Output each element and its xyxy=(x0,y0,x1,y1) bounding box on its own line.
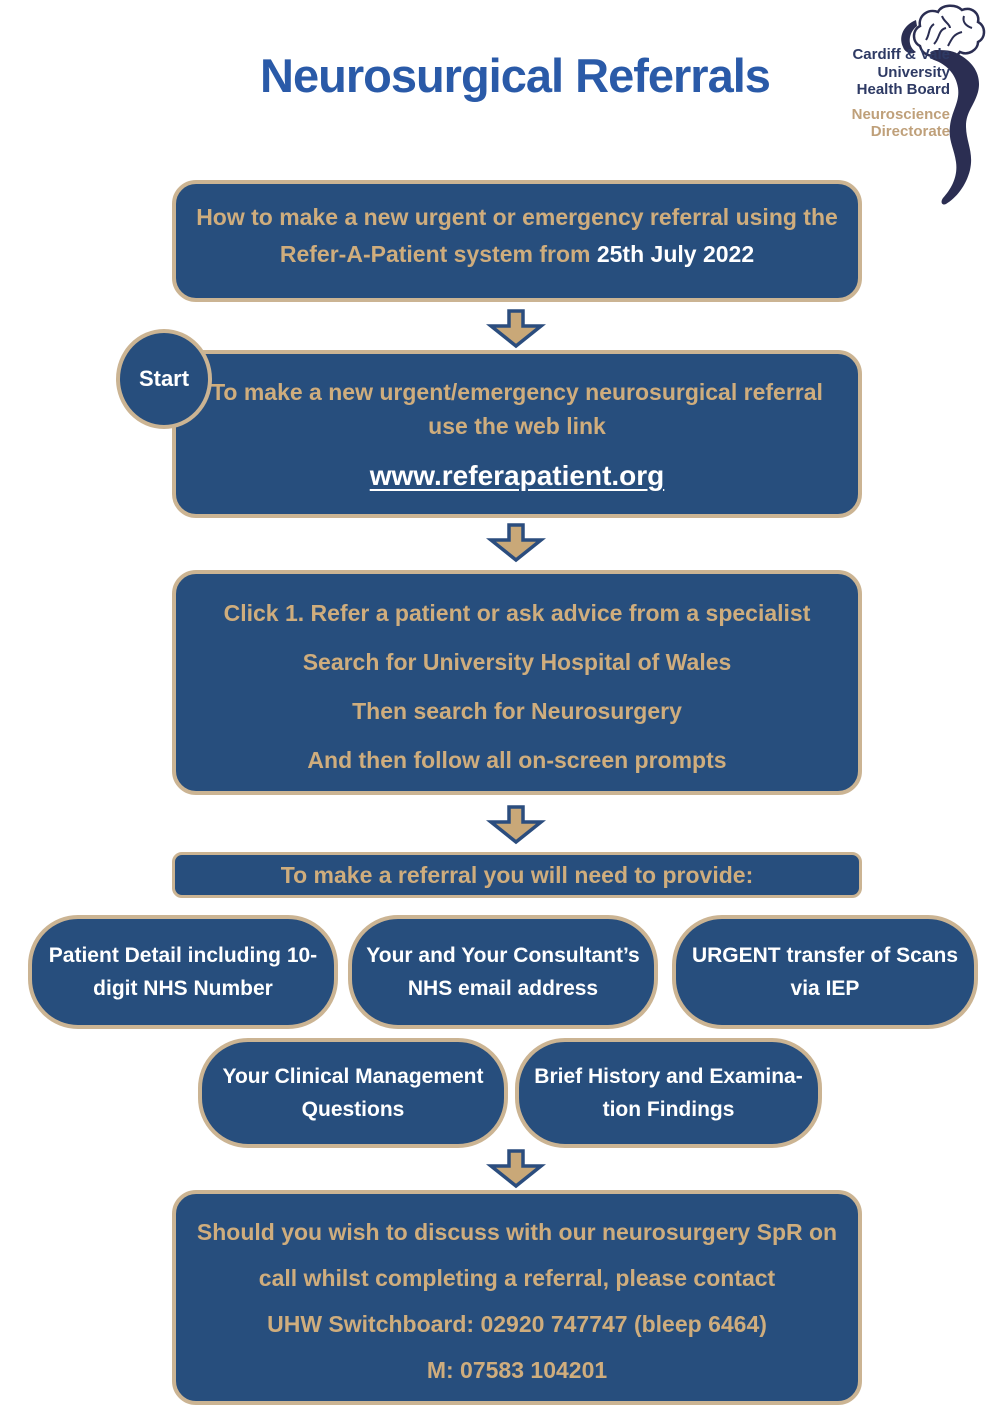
requirement-line: Your and Your Consultant’s xyxy=(366,944,640,967)
logo-text xyxy=(830,46,950,141)
intro-line1: How to make a new urgent or emergency referral using the xyxy=(196,204,838,230)
logo-org-line1: Cardiff & Vale xyxy=(852,46,950,63)
intro-line2 xyxy=(176,236,858,273)
requirement-nhs-email xyxy=(348,915,658,1029)
refer-a-patient-link[interactable]: www.referapatient.org xyxy=(369,460,665,491)
requirement-line: Brief History and Examina- xyxy=(534,1065,803,1088)
down-arrow-icon xyxy=(484,523,548,563)
steps-line1: Click 1. Refer a patient or ask advice from a specialist xyxy=(223,600,811,626)
requirement-patient-detail xyxy=(28,915,338,1029)
requirement-line: via IEP xyxy=(790,977,860,1000)
page-title: Neurosurgical Referrals xyxy=(260,49,770,102)
weblink-box xyxy=(172,350,862,518)
intro-go-live-date: 25th July 2022 xyxy=(596,241,755,267)
requirement-scan-transfer xyxy=(672,915,978,1029)
weblink-line1: To make a new urgent/emergency neurosurgical referral xyxy=(211,379,823,405)
down-arrow-icon xyxy=(484,805,548,845)
contact-switchboard: UHW Switchboard: 02920 747747 (bleep 6464) xyxy=(267,1311,767,1337)
requirement-line: URGENT transfer of Scans xyxy=(691,944,959,967)
weblink-line2: use the web link xyxy=(428,413,606,439)
start-label: Start xyxy=(138,366,190,391)
down-arrow-icon xyxy=(484,309,548,349)
requirement-line: Patient Detail including 10- xyxy=(48,944,318,967)
down-arrow-icon xyxy=(484,1149,548,1189)
requirement-line: Questions xyxy=(301,1098,405,1121)
contact-line1: Should you wish to discuss with our neurosurgery SpR on xyxy=(196,1219,838,1245)
steps-line4: And then follow all on-screen prompts xyxy=(307,747,727,773)
logo-org-line3: Health Board xyxy=(856,81,950,98)
provide-header-bar xyxy=(172,852,862,898)
requirement-line: NHS email address xyxy=(407,977,599,1000)
health-board-logo xyxy=(830,0,1000,215)
requirement-history-findings xyxy=(515,1038,822,1148)
logo-org-line2: University xyxy=(877,63,950,81)
steps-line2: Search for University Hospital of Wales xyxy=(302,649,732,675)
requirement-clinical-questions xyxy=(198,1038,508,1148)
contact-mobile: M: 07583 104201 xyxy=(426,1357,608,1383)
logo-dept-line1: Neuroscience xyxy=(851,105,950,123)
contact-box xyxy=(172,1190,862,1405)
contact-line2: call whilst completing a referral, please contact xyxy=(258,1265,776,1291)
intro-box xyxy=(172,180,862,302)
requirement-line: tion Findings xyxy=(602,1098,735,1121)
steps-box xyxy=(172,570,862,795)
steps-line3: Then search for Neurosurgery xyxy=(352,698,682,724)
intro-line2-prefix: Refer-A-Patient system from xyxy=(279,241,597,267)
provide-header-label: To make a referral you will need to provide: xyxy=(280,862,754,888)
logo-dept-line2: Directorate xyxy=(870,123,950,140)
requirement-line: Your Clinical Management xyxy=(222,1065,484,1088)
start-node xyxy=(116,329,212,429)
requirement-line: digit NHS Number xyxy=(93,977,273,1000)
